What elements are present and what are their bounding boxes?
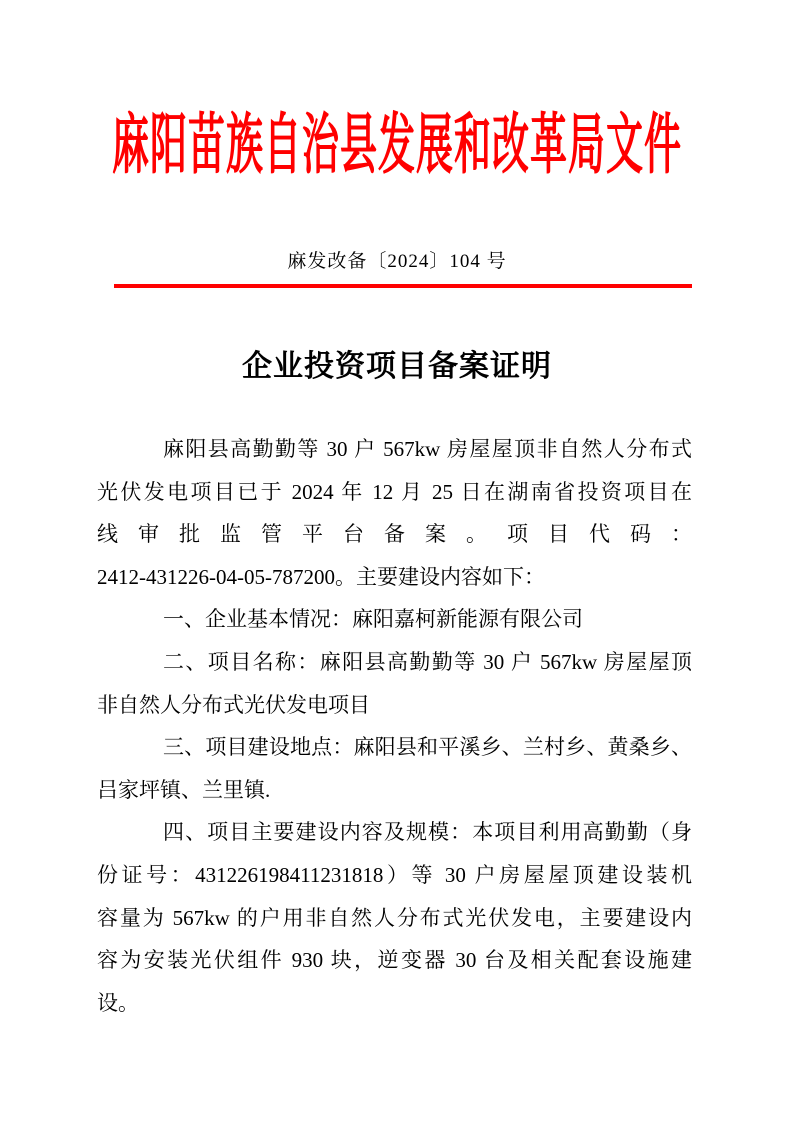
body-line: 光伏发电项目已于 2024 年 12 月 25 日在湖南省投资项目在 xyxy=(97,479,692,504)
agency-letterhead-title: 麻阳苗族自治县发展和改革局文件 xyxy=(112,108,682,182)
red-separator-line xyxy=(114,284,692,288)
document-number: 麻发改备〔2024〕104 号 xyxy=(287,251,507,272)
document-title: 企业投资项目备案证明 xyxy=(242,350,552,383)
body-line: 容量为 567kw 的户用非自然人分布式光伏发电，主要建设内 xyxy=(97,905,692,930)
body-line: 一、企业基本情况：麻阳嘉柯新能源有限公司 xyxy=(163,607,583,632)
body-line: 二、项目名称：麻阳县高勤勤等 30 户 567kw 房屋屋顶 xyxy=(163,649,692,674)
body-line: 麻阳县高勤勤等 30 户 567kw 房屋屋顶非自然人分布式 xyxy=(163,437,692,461)
document-body xyxy=(97,428,692,1024)
body-line: 四、项目主要建设内容及规模：本项目利用高勤勤（身 xyxy=(163,820,692,845)
body-line: 三、项目建设地点：麻阳县和平溪乡、兰村乡、黄桑乡、 xyxy=(163,735,692,760)
body-line: 设。 xyxy=(97,990,139,1015)
body-line: 容为安装光伏组件 930 块，逆变器 30 台及相关配套设施建 xyxy=(97,948,692,973)
body-line: 非自然人分布式光伏发电项目 xyxy=(97,692,370,717)
body-line: 吕家坪镇、兰里镇. xyxy=(97,777,271,802)
body-line: 2412-431226-04-05-787200。主要建设内容如下： xyxy=(97,564,545,589)
body-line: 线审批监管平台备案。项目代码： xyxy=(97,522,692,547)
body-line: 份证号：431226198411231818）等 30 户房屋屋顶建设装机 xyxy=(97,862,692,887)
